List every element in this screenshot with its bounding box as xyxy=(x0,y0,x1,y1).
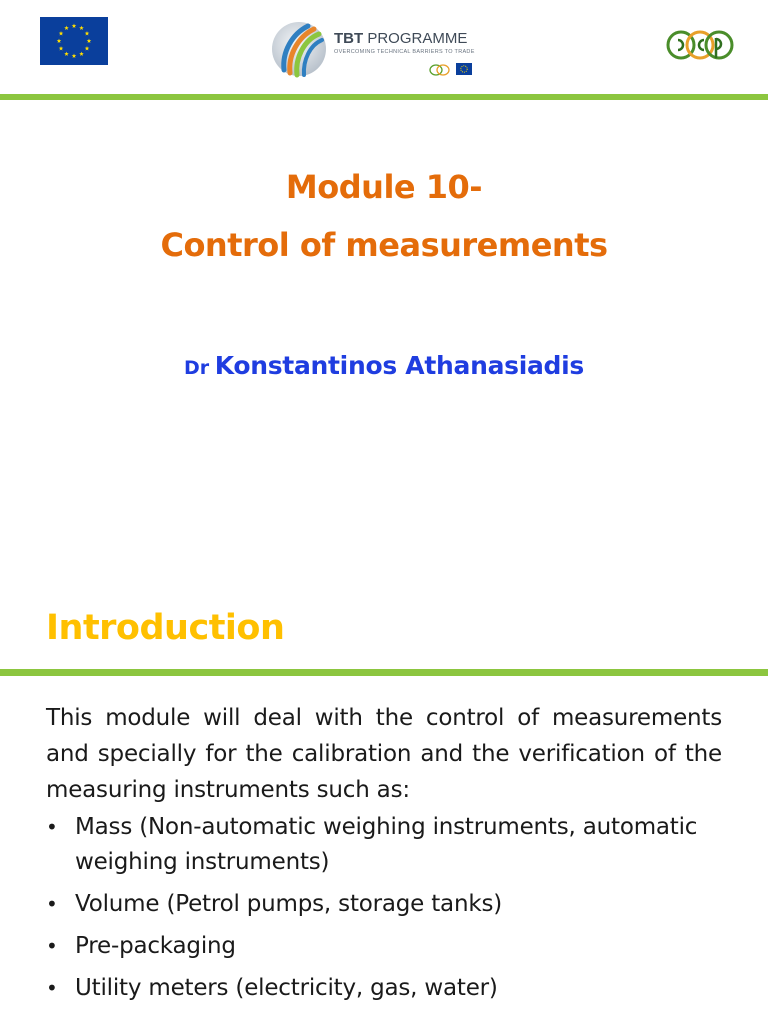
instrument-list xyxy=(46,810,726,1013)
slide-title-line-1: Module 10- xyxy=(285,168,483,206)
acp-logo-icon xyxy=(664,20,736,70)
eu-flag-icon xyxy=(40,17,108,65)
tbt-subtitle: OVERCOMING TECHNICAL BARRIERS TO TRADE xyxy=(334,49,475,55)
header-divider xyxy=(0,94,768,100)
author-name: Konstantinos Athanasiadis xyxy=(214,351,585,380)
bullet-icon: • xyxy=(46,892,58,916)
author xyxy=(0,351,768,380)
tbt-globe-icon xyxy=(270,18,328,80)
list-item: • Pre-packaging xyxy=(46,929,726,964)
slide-title-line-2: Control of measurements xyxy=(160,226,608,264)
mini-partner-logos-icon xyxy=(428,62,474,76)
bullet-icon: • xyxy=(46,976,58,1000)
slide-header xyxy=(0,0,768,96)
tbt-title: TBT PROGRAMME xyxy=(334,30,468,47)
list-item: • Mass (Non-automatic weighing instruments, automatic weighing instruments) xyxy=(46,810,726,880)
section-divider xyxy=(0,669,768,676)
author-prefix: Dr xyxy=(183,357,210,379)
tbt-programme-logo xyxy=(262,14,512,84)
introduction-paragraph: This module will deal with the control of measurements and specially for the calibration and the verification of the measuring instruments such as: xyxy=(46,705,722,803)
list-item: • Volume (Petrol pumps, storage tanks) xyxy=(46,887,726,922)
list-item: • Utility meters (electricity, gas, water) xyxy=(46,971,726,1006)
bullet-icon: • xyxy=(46,934,58,958)
introduction-heading: Introduction xyxy=(46,608,285,648)
bullet-icon: • xyxy=(46,815,58,839)
